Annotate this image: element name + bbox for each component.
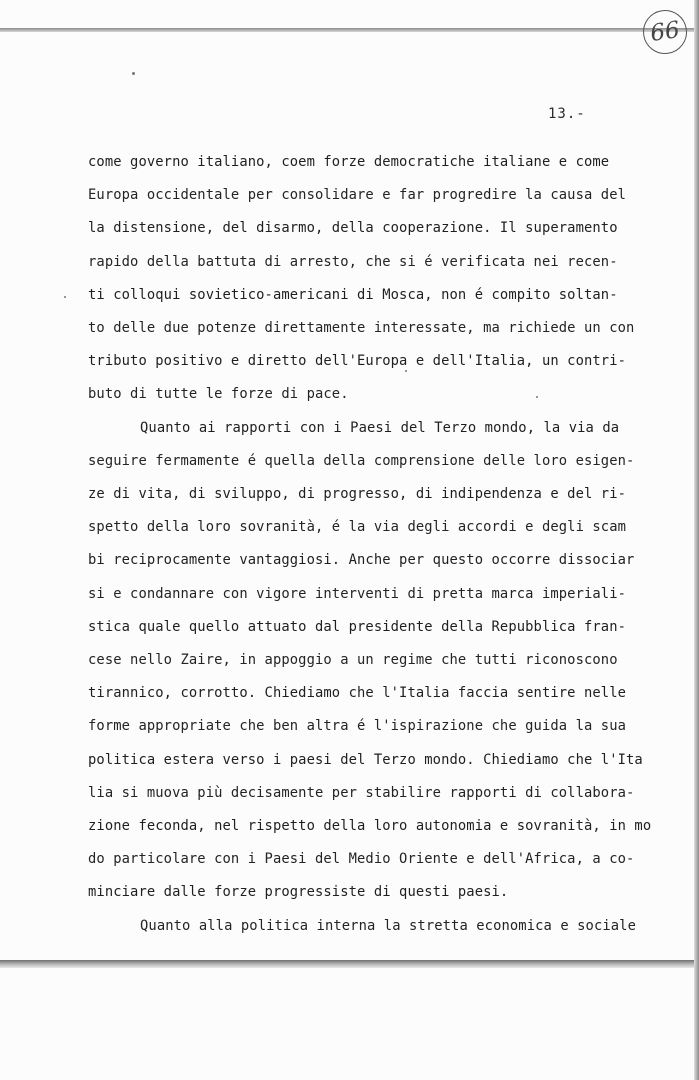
text-line: lia si muova più decisamente per stabilire rapporti di collabora- <box>88 784 635 801</box>
text-line: si e condannare con vigore interventi di pretta marca imperiali- <box>88 585 627 602</box>
scan-edge-bottom <box>0 960 699 968</box>
text-line: minciare dalle forze progressiste di questi paesi. <box>88 884 509 901</box>
text-line: la distensione, del disarmo, della cooperazione. Il superamento <box>88 220 618 237</box>
text-line: politica estera verso i paesi del Terzo mondo. Chiediamo che l'Ita <box>88 751 643 768</box>
page-number: 13.- <box>548 106 586 122</box>
scan-speck <box>64 296 66 298</box>
text-line: seguire fermamente é quella della comprensione delle loro esigen- <box>88 452 635 469</box>
text-line: rapido della battuta di arresto, che si é verificata nei recen- <box>88 253 618 270</box>
text-line: ze di vita, di sviluppo, di progresso, di indipendenza e del ri- <box>88 486 627 503</box>
text-line: come governo italiano, coem forze democratiche italiane e come <box>88 154 610 170</box>
text-line: tributo positivo e diretto dell'Europa e dell'Italia, un contri- <box>88 353 627 370</box>
page-stamp: 66 <box>640 7 690 57</box>
text-line: tirannico, corrotto. Chiediamo che l'Italia faccia sentire nelle <box>88 685 627 702</box>
paragraph-start-line: Quanto alla politica interna la stretta economica e sociale <box>140 917 636 934</box>
paragraph-start-line: Quanto ai rapporti con i Paesi del Terzo mondo, la via da <box>140 419 620 436</box>
text-line: buto di tutte le forze di pace. <box>88 386 349 403</box>
text-line: cese nello Zaire, in appoggio a un regime che tutti riconoscono <box>88 652 618 669</box>
text-line: forme appropriate che ben altra é l'ispirazione che guida la sua <box>88 718 627 735</box>
text-line: bi reciprocamente vantaggiosi. Anche per questo occorre dissociar <box>88 552 635 569</box>
text-line: Europa occidentale per consolidare e far progredire la causa del <box>88 187 627 204</box>
text-line: zione feconda, nel rispetto della loro autonomia e sovranità, in mo <box>88 818 652 835</box>
scan-speck <box>132 72 135 75</box>
scan-edge-right <box>694 0 699 1080</box>
text-line: stica quale quello attuato dal presidente della Repubblica fran- <box>88 618 627 635</box>
typed-text-body <box>88 146 652 943</box>
text-line: do particolare con i Paesi del Medio Oriente e dell'Africa, a co- <box>88 851 635 868</box>
text-line: spetto della loro sovranità, é la via degli accordi e degli scam <box>88 519 627 536</box>
text-line: ti colloqui sovietico-americani di Mosca, non é compito soltan- <box>88 286 618 303</box>
text-line: to delle due potenze direttamente interessate, ma richiede un con <box>88 320 635 337</box>
scan-edge-top <box>0 28 699 32</box>
